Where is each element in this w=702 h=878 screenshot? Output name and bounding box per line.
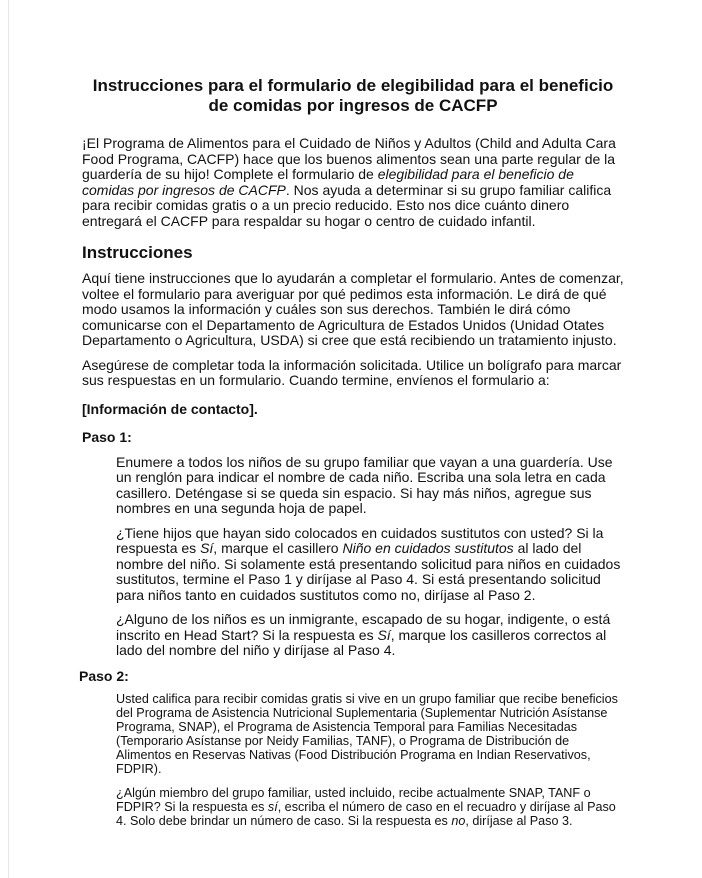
contact-placeholder: [Información de contacto]. (82, 400, 258, 417)
paso-1-title: Paso 1: (82, 428, 132, 445)
paso-2-p2-no: no (451, 813, 466, 828)
paso-2-p2-si: sí (267, 799, 278, 814)
paso-1-p2-text-c: al lado del nombre del niño. Si solamente está presentando solicitud para niños en cuidados sustitutos, termine el Paso 1 y diríjase al Paso 4. Si está presentando solicitud para niños tanto en cuidados sustitutos como no, diríjase al Paso 2. (116, 540, 621, 603)
intro-paragraph (82, 136, 624, 229)
paso-2-title: Paso 2: (79, 667, 129, 684)
page-edge-line (8, 0, 9, 878)
paso-2-body (116, 692, 624, 828)
paso-1-p3-text-a: ¿Alguno de los niños es un inmigrante, escapado de su hogar, indigente, o está inscrito en Head Start? Si la respuesta es (116, 611, 611, 643)
paso-2-paragraph-2 (116, 786, 624, 828)
paso-1-paragraph-3 (116, 612, 624, 659)
document-content (79, 76, 624, 838)
paso-1-p2-si: Sí (200, 540, 214, 556)
paso-1-paragraph-2 (116, 526, 624, 604)
paso-1-p2-text-b: , marque el casillero (213, 540, 343, 556)
paso-1-p3-text-b: , marque los casilleros correctos al lado del nombre del niño y diríjase al Paso 4. (116, 626, 607, 658)
intro-text-1: ¡El Programa de Alimentos para el Cuidado de Niños y Adultos (Child and Adulta Cara Food Programa, CACFP) hace que los buenos alimentos sean una parte regular de la guardería de su hijo! Complete el formulario de (82, 135, 616, 182)
paso-2-p2-text-a: ¿Algún miembro del grupo familiar, usted incluido, recibe actualmente SNAP, TANF o FDPIR? Si la respuesta es (116, 785, 591, 814)
paso-2-p2-text-c: , diríjase al Paso 3. (465, 813, 573, 828)
paso-1-body (116, 455, 624, 659)
paso-1-p3-si: Sí (377, 626, 391, 643)
intro-text-2: . Nos ayuda a determinar si su grupo familiar califica para recibir comidas gratis o a un precio reducido. Esto nos dice cuánto dinero entregará el CACFP para respaldar su hogar o centro de cuidado infantil. (82, 181, 612, 229)
paso-2-paragraph-1: Usted califica para recibir comidas gratis si vive en un grupo familiar que recibe beneficios del Programa de Asistencia Nutricional Suplementaria (Suplementar Nutrición Asístanse Programa, SNAP), el Programa de Asistencia Temporal para Familias Necesitadas (Temporario Asístanse por Neidy Familias, TANF), o Programa de Distribución de Alimentos en Reservas Nativas (Food Distribución Programa en Indian Reservativos, FDPIR). (116, 691, 618, 776)
paso-1-paragraph-1: Enumere a todos los niños de su grupo familiar que vayan a una guardería. Use un renglón para indicar el nombre de cada niño. Escriba una sola letra en cada casillero. Deténgase si se queda sin espacio. Si hay más niños, agregue sus nombres en una segunda hoja de papel. (116, 453, 613, 516)
section-heading: Instrucciones (82, 243, 193, 262)
document-title: Instrucciones para el formulario de elegibilidad para el beneficio de comidas por ingresos de CACFP (92, 76, 614, 115)
intro-form-name: elegibilidad para el beneficio de comidas por ingresos de CACFP (82, 166, 574, 198)
paso-1-p2-text-a: ¿Tiene hijos que hayan sido colocados en cuidados sustitutos con usted? Si la respuesta es (116, 524, 604, 556)
paso-2-p2-text-b: , escriba el número de caso en el recuadro y diríjase al Paso 4. Solo debe brindar un número de caso. Si la respuesta es (116, 799, 616, 828)
instructions-paragraph-2: Asegúrese de completar toda la información solicitada. Utilice un bolígrafo para marcar sus respuestas en un formulario. Cuando termine, envíenos el formulario a: (82, 356, 622, 388)
instructions-paragraph-1: Aquí tiene instrucciones que lo ayudarán a completar el formulario. Antes de comenzar, voltee el formulario para averiguar por qué pedimos esta información. Le dirá de qué modo usamos la información y cuáles son sus derechos. También le dirá cómo comunicarse con el Departamento de Agricultura de Estados Unidos (Unidad Otates Departamento o Agricultura, USDA) si cree que está recibiendo un tratamiento injusto. (82, 270, 624, 348)
paso-1-p2-checkbox-name: Niño en cuidados sustitutos (342, 540, 514, 556)
